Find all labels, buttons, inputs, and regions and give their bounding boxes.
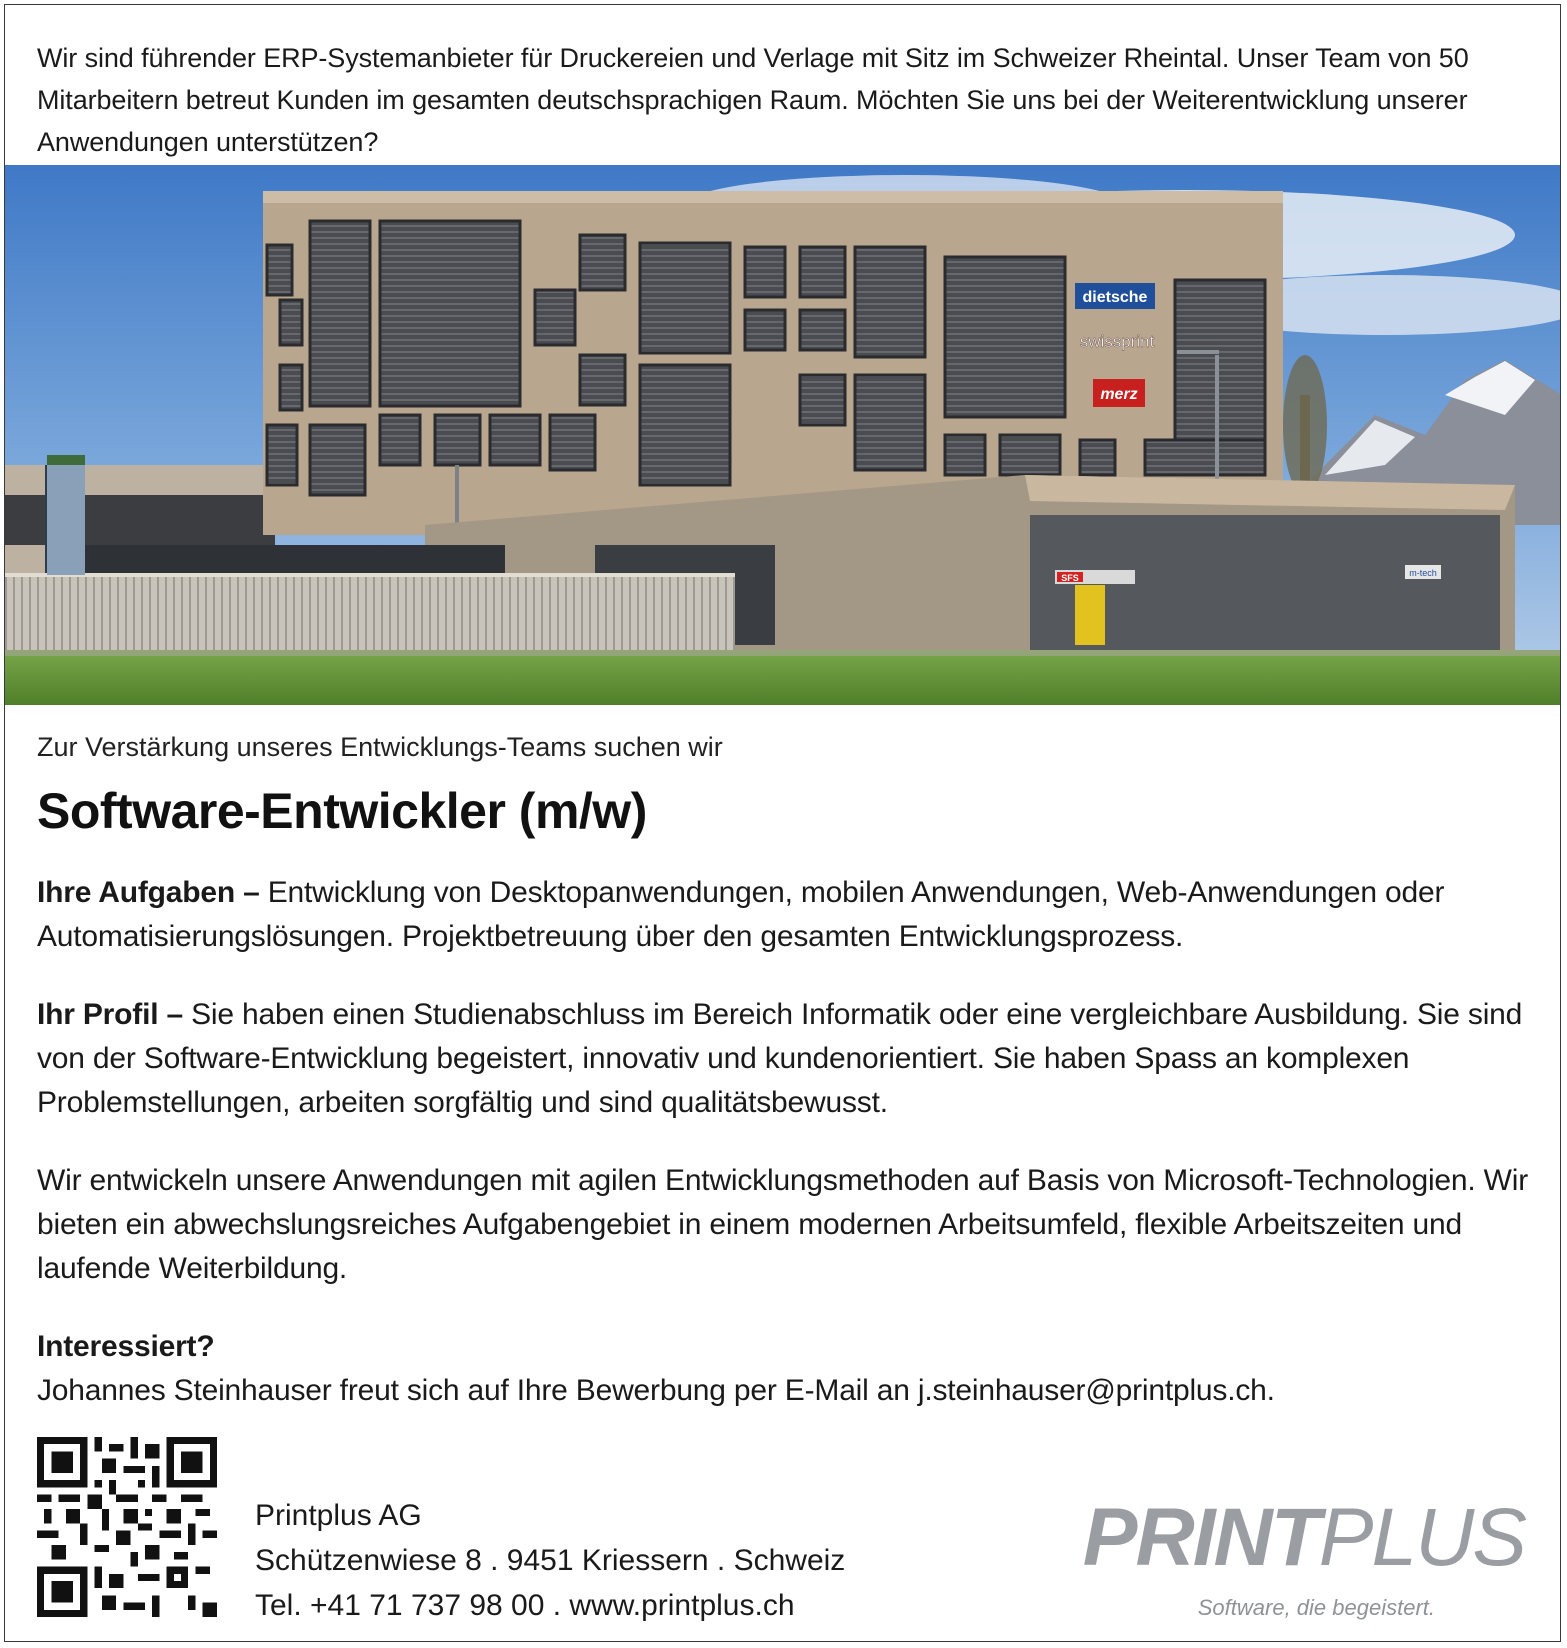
intro-text: Wir sind führender ERP-Systemanbieter für Druckereien und Verlage mit Sitz im Schweizer Rheintal. Unser Team von 50 Mitarbeitern betreut Kunden im gesamten deutschsprachigen Raum. Möchten Sie uns bei der Weiterentwicklung unserer Anwendungen unterstützen? [37, 43, 1469, 157]
tasks-paragraph [37, 871, 1537, 959]
profile-label: Ihr Profil – [37, 998, 183, 1031]
job-title: Software-Entwickler (m/w) [37, 783, 647, 839]
qr-code-icon [37, 1437, 217, 1617]
profile-text: Sie haben einen Studienabschluss im Bereich Informatik oder eine vergleichbare Ausbildung. Sie sind von der Software-Entwicklung begeistert, innovativ und kundenorientiert. Sie haben Spass an komplexen Problemstellungen, arbeiten sorgfältig und sind qualitätsbewusst. [37, 998, 1523, 1119]
tasks-text: Entwicklung von Desktopanwendungen, mobilen Anwendungen, Web-Anwendungen oder Automatisierungslösungen. Projektbetreuung über den gesamten Entwicklungsprozess. [37, 876, 1445, 953]
sign-sfs: SFS [1061, 573, 1079, 583]
contact-heading: Interessiert? [37, 1330, 215, 1363]
company-name: Printplus AG [255, 1499, 422, 1532]
sign-merz: merz [1100, 386, 1138, 403]
phone-website: Tel. +41 71 737 98 00 . www.printplus.ch [255, 1589, 795, 1622]
sign-dietsche: dietsche [1082, 289, 1148, 306]
logo-plus: PLUS [1318, 1492, 1525, 1583]
job-advertisement [4, 4, 1561, 1642]
office-building-photo [5, 165, 1561, 705]
contact-text: Johannes Steinhauser freut sich auf Ihre Bewerbung per E-Mail an j.steinhauser@printplus.ch. [37, 1374, 1275, 1407]
offer-paragraph: Wir entwickeln unsere Anwendungen mit agilen Entwicklungsmethoden auf Basis von Microsoft-Technologien. Wir bieten ein abwechslungsreiches Aufgabengebiet in einem modernen Arbeitsumfeld, flexible Arbeitszeiten und laufende Weiterbildung. [37, 1164, 1529, 1285]
logo-print: PRINT [1082, 1492, 1319, 1583]
printplus-logo [1073, 1493, 1533, 1633]
logo-wordmark [1083, 1493, 1525, 1583]
contact-section [37, 1325, 1537, 1413]
logo-tagline: Software, die begeistert. [1197, 1595, 1435, 1620]
company-address [255, 1493, 845, 1628]
intro-lead: Zur Verstärkung unseres Entwicklungs-Teams suchen wir [37, 732, 723, 762]
sign-mtech: m-tech [1409, 568, 1437, 578]
profile-paragraph [37, 993, 1537, 1125]
sign-swissprint: swissprint [1079, 332, 1155, 351]
tasks-label: Ihre Aufgaben – [37, 876, 260, 909]
street-address: Schützenwiese 8 . 9451 Kriessern . Schweiz [255, 1544, 846, 1577]
